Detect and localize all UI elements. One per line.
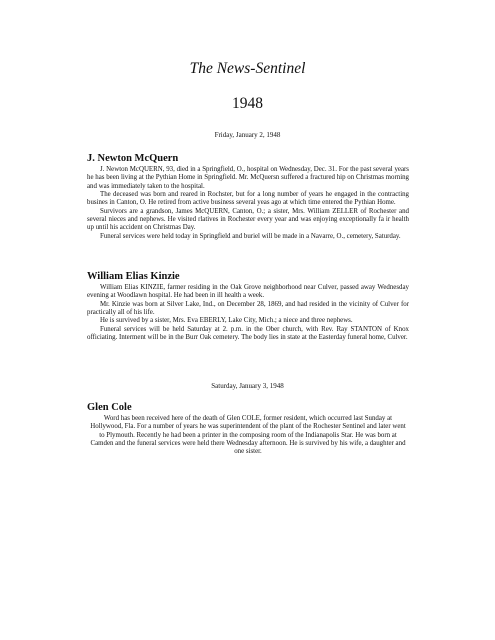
obituary-paragraph: William Elias KINZIE, farmer residing in the Oak Grove neighborhood near Culver, passed away Wednesday evening at Woodlawn hospital. He had been in ill health a week. bbox=[87, 284, 409, 300]
obituary-paragraph: Funeral services were held today in Springfield and buriel will be made in a Navarre, O., cemetery, Saturday. bbox=[100, 232, 401, 240]
obituary-paragraph: The deceased was born and reared in Rochster, but for a long number of years he engaged in the contracting busines in Canton, O. He retired from active business several yeas ago at which time entered the Pythian Home. bbox=[87, 191, 409, 207]
obituary-heading: Glen Cole bbox=[87, 402, 132, 413]
year-heading: 1948 bbox=[232, 95, 263, 112]
obituary-paragraph: Funeral services will be held Saturday at 2. p.m. in the Ober church, with Rev. Ray STANTON of Knox officiating. Interment will be in the Burr Oak cemetery. The body lies in state at the Easterday funeral home, Culver. bbox=[87, 325, 409, 342]
obituary-paragraph: He is survived by a sister, Mrs. Eva EBERLY, Lake City, Mich.; a niece and three nephews. bbox=[100, 317, 353, 325]
obituary-william-elias-kinzie bbox=[87, 271, 409, 342]
obituary-paragraph: Mr. Kinzie was born at Silver Lake, Ind., on December 28, 1869, and had resided in the vicinity of Culver for practically all of his life. bbox=[87, 300, 409, 317]
obituary-heading: J. Newton McQuern bbox=[87, 153, 179, 164]
obituary-glen-cole bbox=[87, 402, 409, 457]
issue-date: Saturday, January 3, 1948 bbox=[211, 382, 284, 390]
issue-date: Friday, January 2, 1948 bbox=[214, 131, 281, 139]
obituary-paragraph: Word has been received here of the death of Glen COLE, former resident, which occurred last Sunday at Hollywood, Fla. For a number of years he was superintendent of the plant of the Rochester Sentinel and later went to Plymouth. Recently he had been a printer in the composing room of the Indianapolis Star. He was born at Camden and the funeral services were held there Wednesday afternoon. He is survived by his wife, a daughter and one sister. bbox=[90, 415, 406, 456]
obituary-paragraph: J. Newton McQUERN, 93, died in a Springfield, O., hospital on Wednesday, Dec. 31. For the past several years he has been living at the Pythian Home in Springfield. Mr. McQuersn suffered a fractured hip on Christmas morning and was immediately taken to the hospital. bbox=[87, 166, 409, 190]
obituary-paragraph: Survivors are a grandson, James McQUERN, Canton, O.; a sister, Mrs. William ZELLER of Rochester and several nieces and nephews. He visited rlatives in Rochester every year and was enjoying exceptionally fa ir health up until his accident on Christmas Day. bbox=[87, 207, 409, 232]
obituary-heading: William Elias Kinzie bbox=[87, 271, 180, 282]
obituary-j-newton-mcquern bbox=[87, 153, 409, 241]
newspaper-title: The News-Sentinel bbox=[189, 60, 306, 77]
